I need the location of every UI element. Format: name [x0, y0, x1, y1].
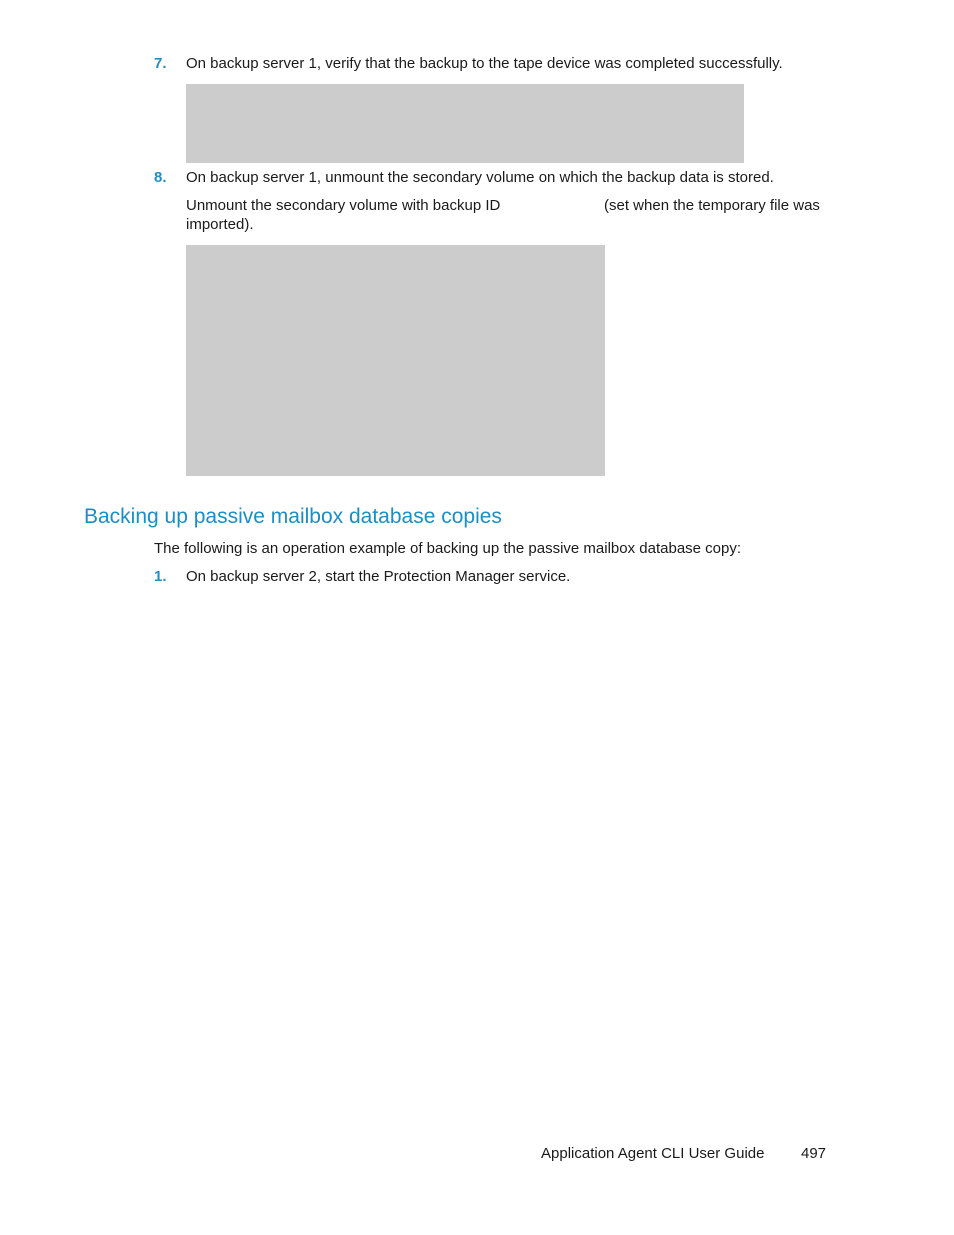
step-number: 1. — [154, 568, 167, 585]
step-text: On backup server 1, verify that the backup to the tape device was completed successfully. — [186, 55, 783, 72]
step-detail-prefix: Unmount the secondary volume with backup ID — [186, 197, 501, 214]
footer-page-number: 497 — [801, 1145, 827, 1162]
step-text: On backup server 1, unmount the secondary volume on which the backup data is stored. — [186, 169, 774, 186]
step-number: 7. — [154, 55, 167, 72]
code-block — [186, 245, 605, 476]
section-intro: The following is an operation example of backing up the passive mailbox database copy: — [154, 540, 742, 557]
step-detail-line2: imported). — [186, 216, 254, 233]
step-text: On backup server 2, start the Protection Manager service. — [186, 568, 571, 585]
step-detail-suffix: (set when the temporary file was — [604, 197, 820, 214]
section-title: Backing up passive mailbox database copies — [84, 505, 502, 528]
step-number: 8. — [154, 169, 167, 186]
footer-guide-title: Application Agent CLI User Guide — [541, 1145, 765, 1162]
code-block — [186, 84, 744, 163]
